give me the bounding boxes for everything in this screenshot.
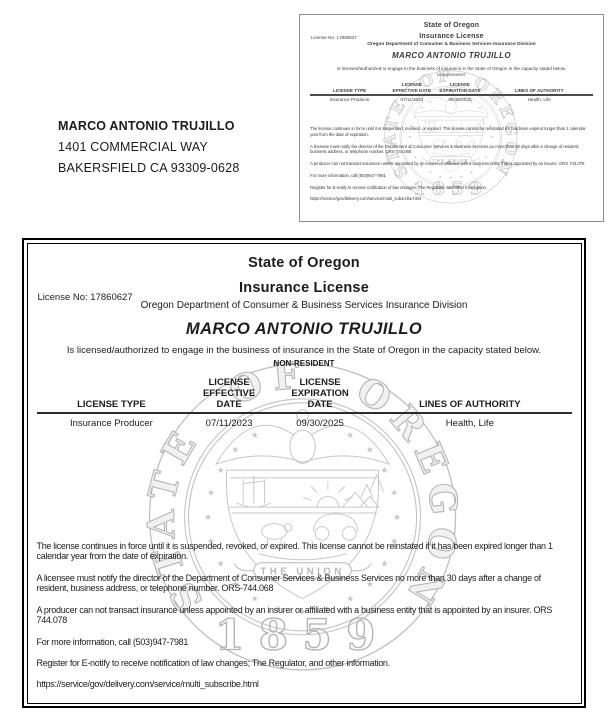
table-row: [37, 418, 572, 429]
cell-effective-date: 07/11/2023: [400, 96, 424, 102]
authorization-line: Is licensed/authorized to engage in the business of insurance in the State of Oregon in the capacity stated below.: [336, 66, 567, 71]
doc-title: Insurance License: [419, 32, 484, 40]
table-rule: [37, 412, 572, 414]
col-effective-date: LICENSE EFFECTIVE DATE: [202, 376, 256, 410]
col-license-type: LICENSE TYPE: [333, 87, 367, 93]
recipient-street: 1401 COMMERCIAL WAY: [58, 140, 208, 154]
cell-expiration-date: 09/30/2025: [296, 417, 344, 429]
license-table: [310, 82, 593, 102]
table-row: [310, 97, 593, 103]
license-number: License No: 17860627: [37, 291, 133, 303]
paragraph-producer-appointment: A producer can not transact insurance unless appointed by an insurer or affiliated with a business entity that is appointed by an insurer. ORS 744.078: [310, 161, 585, 167]
paragraph-phone: For more information, call (503)947-7981: [36, 636, 189, 647]
license-number: License No: 17860627: [311, 35, 357, 40]
cell-effective-date: 07/11/2023: [205, 417, 253, 429]
col-lines-of-authority: LINES OF AUTHORITY: [419, 398, 521, 410]
license-document-content: [300, 15, 603, 221]
license-document-main: [22, 238, 586, 708]
license-document-copy: [299, 14, 604, 222]
paragraph-enotify: Register for E-notify to receive notification of law changes; The Regulator, and other information.: [36, 658, 390, 669]
paragraph-notify-director: A licensee must notify the director of the Department of Consumer Services & Business Services no more than 30 days after a change of resident, business address, or telephone number. ORS-744.068: [36, 572, 541, 594]
license-table: [37, 377, 572, 429]
subscribe-url: https://service/gov/delivery.com/service/multi_subscribe.html: [36, 679, 259, 690]
division-line: Oregon Department of Consumer & Business Services Insurance Division: [140, 299, 468, 311]
subscribe-url: https://service/gov/delivery.com/service/multi_subscribe.html: [310, 196, 422, 202]
cell-lines-of-authority: Health, Life: [445, 417, 494, 429]
licensee-name: MARCO ANTONIO TRUJILLO: [185, 319, 423, 338]
authorization-line: Is licensed/authorized to engage in the business of insurance in the State of Oregon in the capacity stated below.: [66, 344, 542, 356]
cell-expiration-date: 09/30/2025: [448, 96, 472, 102]
license-conditions: [310, 126, 593, 202]
col-license-type: LICENSE TYPE: [77, 398, 146, 410]
paragraph-phone: For more information, call (503)947-7981: [310, 172, 386, 178]
cell-lines-of-authority: Health, Life: [527, 96, 551, 102]
recipient-city-state-zip: BAKERSFIELD CA 93309-0628: [58, 161, 240, 175]
col-expiration-date: LICENSE EXPIRATION DATE: [291, 376, 349, 410]
col-effective-date: LICENSE EFFECTIVE DATE: [392, 82, 432, 93]
table-rule: [310, 94, 593, 96]
paragraph-continuation: The license continues in force until it is suspended, revoked, or expired. This license cannot be reinstated if it has been expired longer than 1 calendar year from the date of expiration.: [310, 126, 586, 137]
residency-label: NON-RESIDENT: [437, 73, 466, 77]
recipient-name: MARCO ANTONIO TRUJILLO: [58, 119, 235, 133]
paragraph-producer-appointment: A producer can not transact insurance unless appointed by an insurer or affiliated with a business entity that is appointed by an insurer. ORS 744.078: [36, 604, 553, 626]
licensee-name: MARCO ANTONIO TRUJILLO: [391, 51, 512, 60]
state-title: State of Oregon: [248, 254, 360, 271]
license-conditions: [37, 541, 572, 691]
license-document-content: [27, 243, 582, 704]
paragraph-enotify: Register for E-notify to receive notification of law changes; The Regulator, and other information.: [310, 184, 487, 190]
cell-license-type: Insurance Producer: [329, 96, 370, 102]
recipient-address-block: [58, 116, 240, 179]
doc-title: Insurance License: [239, 279, 369, 296]
col-expiration-date: LICENSE EXPIRATION DATE: [439, 82, 481, 93]
paragraph-notify-director: A licensee must notify the director of the Department of Consumer Services & Business Services no more than 30 days after a change of resident, business address, or telephone number. ORS-744.068: [310, 143, 580, 155]
residency-label: NON-RESIDENT: [273, 358, 335, 368]
col-lines-of-authority: LINES OF AUTHORITY: [514, 87, 564, 93]
paragraph-continuation: The license continues in force until it is suspended, revoked, or expired. This license cannot be reinstated if it has been expired longer than 1 calendar year from the date of expiration.: [36, 540, 553, 562]
state-title: State of Oregon: [423, 22, 480, 29]
division-line: Oregon Department of Consumer & Business Services Insurance Division: [367, 42, 536, 47]
cell-license-type: Insurance Producer: [69, 417, 153, 429]
